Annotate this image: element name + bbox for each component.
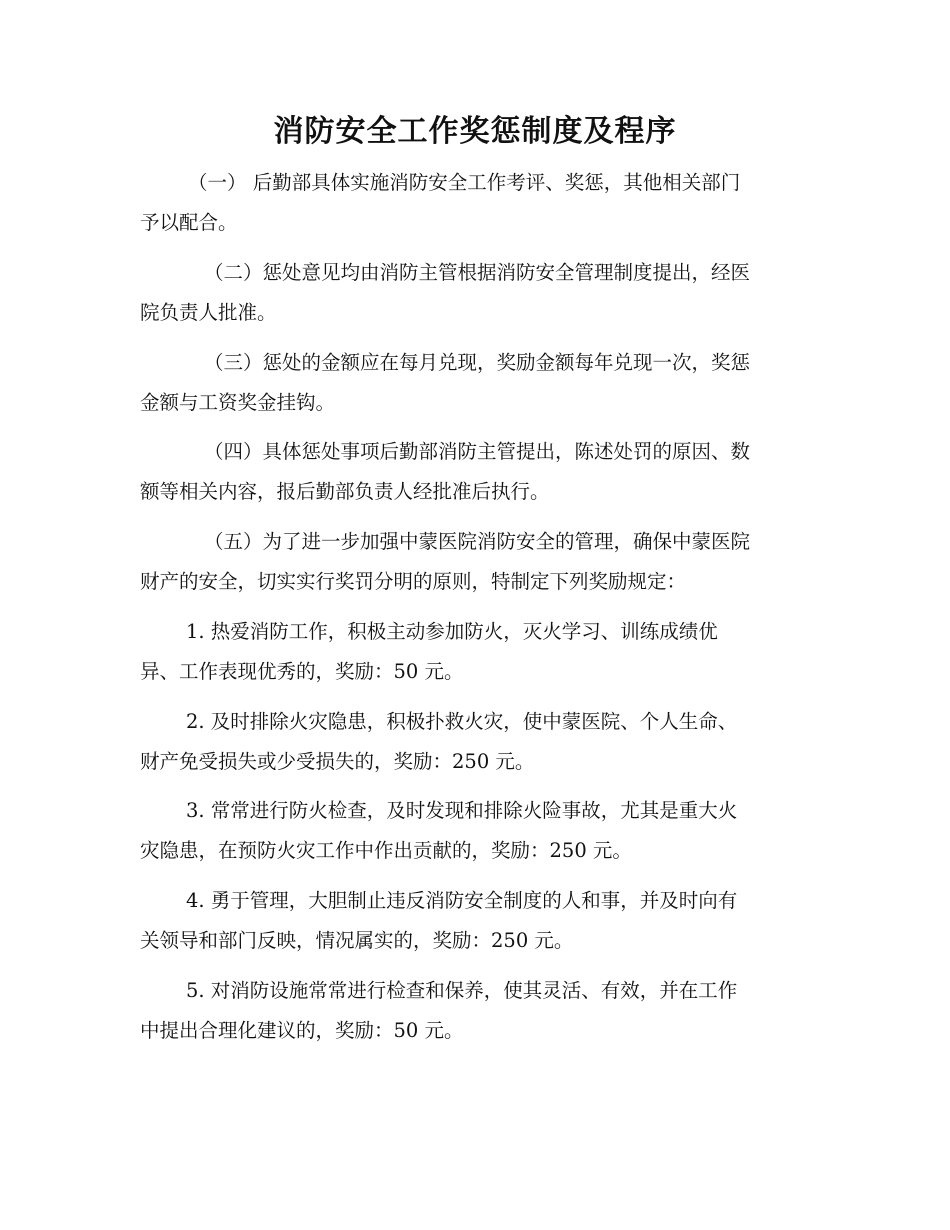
reward-item-4-line-2: 关领导和部门反映，情况属实的，奖励：250 元。 (140, 929, 574, 952)
paragraph-3-line-2: 金额与工资奖金挂钩。 (140, 391, 336, 414)
reward-item-2 (140, 702, 806, 782)
reward-item-2-line-2: 财产免受损失或少受损失的，奖励：250 元。 (140, 750, 535, 773)
reward-item-5-line-1: 5. 对消防设施常常进行检查和保养，使其灵活、有效，并在工作 (186, 979, 738, 1002)
reward-item-5-line-2: 中提出合理化建议的，奖励：50 元。 (140, 1019, 464, 1042)
paragraph-4 (140, 432, 806, 512)
paragraph-4-line-1: （四）具体惩处事项后勤部消防主管提出，陈述处罚的原因、数 (204, 440, 751, 463)
paragraph-2-line-2: 院负责人批准。 (140, 301, 277, 324)
paragraph-1-line-2: 予以配合。 (140, 211, 238, 234)
reward-item-2-line-1: 2. 及时排除火灾隐患，积极扑救火灾，使中蒙医院、个人生命、 (186, 710, 738, 733)
paragraph-5-line-1: （五）为了进一步加强中蒙医院消防安全的管理，确保中蒙医院 (204, 530, 751, 553)
reward-item-3-line-2: 灾隐患，在预防火灾工作中作出贡献的，奖励：250 元。 (140, 839, 632, 862)
reward-item-4 (140, 881, 806, 961)
paragraph-5 (140, 522, 806, 602)
reward-item-1 (140, 612, 806, 692)
reward-item-3 (140, 791, 806, 871)
reward-item-4-line-1: 4. 勇于管理，大胆制止违反消防安全制度的人和事，并及时向有 (186, 889, 738, 912)
paragraph-3-line-1: （三）惩处的金额应在每月兑现，奖励金额每年兑现一次，奖惩 (204, 351, 751, 374)
paragraph-3 (140, 343, 806, 423)
reward-item-5 (140, 971, 806, 1051)
paragraph-1 (140, 163, 806, 243)
reward-item-1-line-2: 异、工作表现优秀的，奖励：50 元。 (140, 660, 464, 683)
reward-item-3-line-1: 3. 常常进行防火检查，及时发现和排除火险事故，尤其是重大火 (186, 799, 738, 822)
paragraph-5-line-2: 财产的安全，切实实行奖罚分明的原则，特制定下列奖励规定： (140, 570, 687, 593)
document-title: 消防安全工作奖惩制度及程序 (273, 114, 677, 149)
paragraph-2-line-1: （二）惩处意见均由消防主管根据消防安全管理制度提出，经医 (204, 261, 751, 284)
reward-item-1-line-1: 1. 热爱消防工作，积极主动参加防火，灭火学习、训练成绩优 (186, 620, 718, 643)
paragraph-1-line-1: （一） 后勤部具体实施消防安全工作考评、奖惩，其他相关部门 (188, 171, 741, 194)
paragraph-2 (140, 253, 806, 333)
paragraph-4-line-2: 额等相关内容，报后勤部负责人经批准后执行。 (140, 480, 550, 503)
